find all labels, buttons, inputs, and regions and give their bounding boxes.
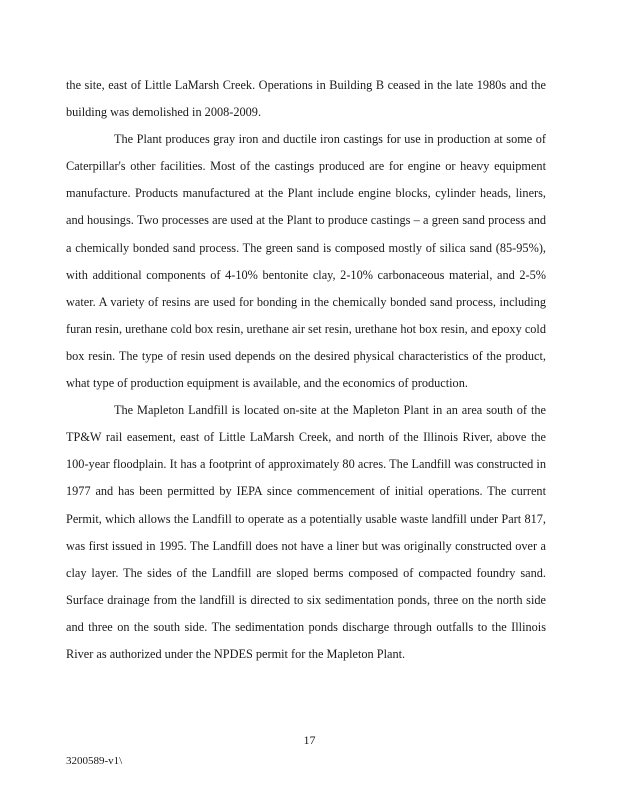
document-id: 3200589-v1\ (66, 755, 123, 767)
paragraph-plant-production: The Plant produces gray iron and ductile iron castings for use in production at some of Caterpillar's other facilities. Most of the castings produced are for engine or heavy equipment manufacture. Products manufactured at the Plant include engine blocks, cylinder heads, liners, and housings. Two processes are used at the Plant to produce castings – a green sand process and a chemically bonded sand process. The green sand is composed mostly of silica sand (85-95%), with additional components of 4-10% bentonite clay, 2-10% carbonaceous material, and 2-5% water. A variety of resins are used for bonding in the chemically bonded sand process, including furan resin, urethane cold box resin, urethane air set resin, urethane hot box resin, and epoxy cold box resin. The type of resin used depends on the desired physical characteristics of the product, what type of production equipment is available, and the economics of production. (66, 132, 546, 391)
body-text (66, 72, 546, 668)
paragraph-mapleton-landfill: The Mapleton Landfill is located on-site at the Mapleton Plant in an area south of the TP&W rail easement, east of Little LaMarsh Creek, and north of the Illinois River, above the 100-year floodplain. It has a footprint of approximately 80 acres. The Landfill was constructed in 1977 and has been permitted by IEPA since commencement of initial operations. The current Permit, which allows the Landfill to operate as a potentially usable waste landfill under Part 817, was first issued in 1995. The Landfill does not have a liner but was originally constructed over a clay layer. The sides of the Landfill are sloped berms composed of compacted foundry sand. Surface drainage from the landfill is directed to six sedimentation ponds, three on the north side and three on the south side. The sedimentation ponds discharge through outfalls to the Illinois River as authorized under the NPDES permit for the Mapleton Plant. (66, 403, 546, 661)
page-number: 17 (303, 733, 316, 747)
paragraph-continued: the site, east of Little LaMarsh Creek. Operations in Building B ceased in the late 1980s and the building was demolished in 2008-2009. (66, 78, 546, 120)
